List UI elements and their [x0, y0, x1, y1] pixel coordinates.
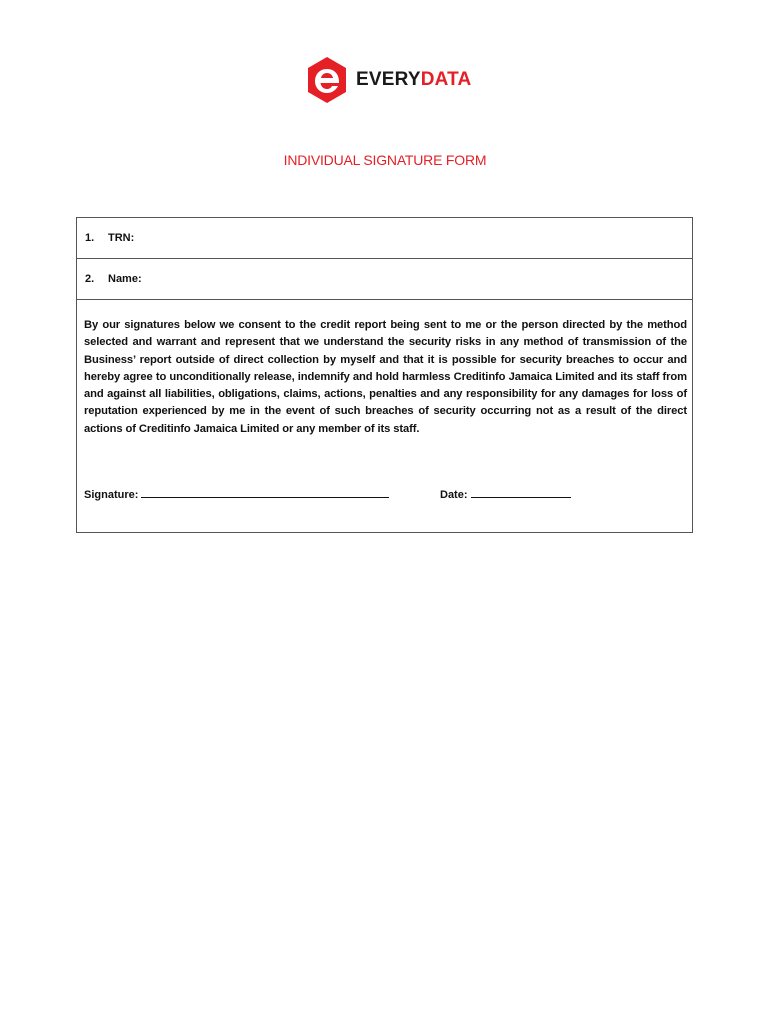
- everydata-e-mark-icon: [304, 55, 350, 105]
- date-blank-line[interactable]: [471, 487, 571, 498]
- signature-field[interactable]: [84, 487, 389, 501]
- consent-statement: By our signatures below we consent to the credit report being sent to me or the person directed by the method selected and warrant and represent that we understand the security risks in any method of transmission of the Business’ report outside of direct collection by myself and that it is possible for security breaches to occur and hereby agree to unconditionally release, indemnify and hold harmless Creditinfo Jamaica Limited and its staff from and against all liabilities, obligations, claims, actions, penalties and any responsibility for any damages for loss of reputation experienced by me in the event of such breaches of security occurring not as a result of the direct actions of Creditinfo Jamaica Limited or any member of its staff.: [84, 319, 687, 435]
- trn-field-number: 1.: [85, 232, 95, 244]
- signature-label: Signature:: [84, 489, 139, 501]
- signature-blank-line[interactable]: [141, 487, 389, 498]
- brand-name: [356, 69, 471, 91]
- name-field-row[interactable]: [77, 259, 692, 300]
- name-field-label: [85, 273, 142, 285]
- brand-name-part2: DATA: [420, 69, 472, 90]
- brand-name-part1: EVERY: [356, 69, 421, 90]
- trn-field-row[interactable]: [77, 218, 692, 259]
- date-field[interactable]: [440, 487, 571, 501]
- signature-form: [76, 217, 693, 533]
- date-label: Date:: [440, 489, 468, 501]
- form-title: INDIVIDUAL SIGNATURE FORM: [283, 152, 487, 168]
- trn-field-text: TRN:: [108, 232, 135, 244]
- name-field-number: 2.: [85, 273, 95, 285]
- trn-field-label: [85, 232, 134, 244]
- name-field-text: Name:: [108, 273, 142, 285]
- everydata-logo: [304, 55, 471, 105]
